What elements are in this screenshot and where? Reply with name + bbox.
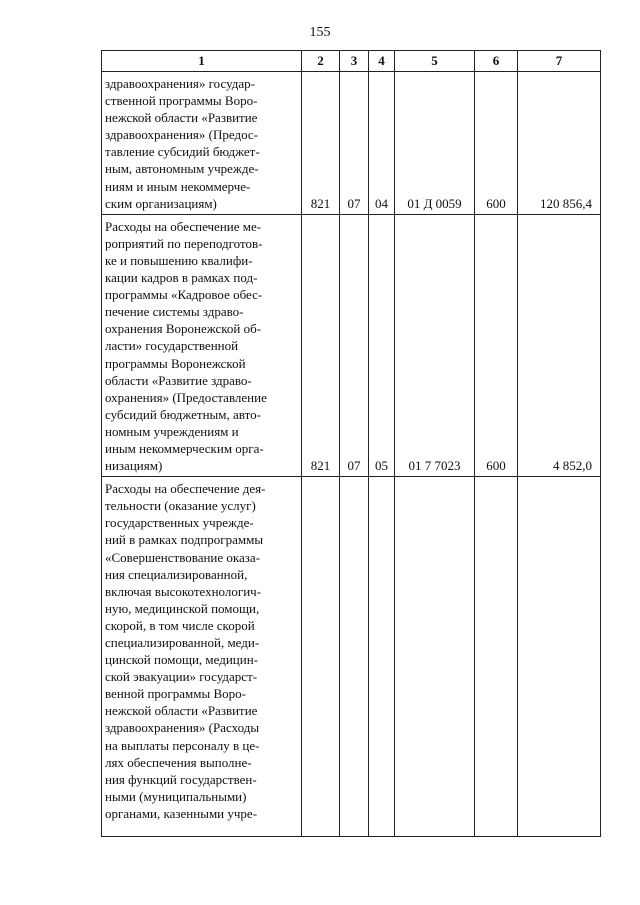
row-target-code <box>395 477 475 837</box>
table-row <box>102 72 601 215</box>
row-ministry-code <box>302 477 340 837</box>
table-header-row <box>102 51 601 72</box>
column-header: 4 <box>369 51 395 72</box>
row-description: здравоохранения» государ- ственной программы Воро- нежской области «Развитие здравоохранения» (Предос- тавление субсидий бюджет- ным, автономным учрежде- ниям и иным некоммерче- ским организациям) <box>102 72 302 215</box>
table-row <box>102 214 601 476</box>
row-section-code: 07 <box>340 72 369 215</box>
column-header: 2 <box>302 51 340 72</box>
row-target-code: 01 7 7023 <box>395 214 475 476</box>
page-number: 155 <box>309 25 331 40</box>
row-section-code: 07 <box>340 214 369 476</box>
row-subsection-code <box>369 477 395 837</box>
row-description: Расходы на обеспечение ме- роприятий по переподготов- ке и повышению квалифи- кации кадров в рамках под- программы «Кадровое обес- печение системы здраво- охранения Воронежской об- ласти» государственной программы Воронежской области «Развитие здраво- охранения» (Предоставление субсидий бюджетным, авто- номным учреждениям и иным некоммерческим орга- низациям) <box>102 214 302 476</box>
column-header: 6 <box>475 51 518 72</box>
budget-table <box>101 50 601 837</box>
row-section-code <box>340 477 369 837</box>
row-amount: 4 852,0 <box>518 214 601 476</box>
row-subsection-code: 04 <box>369 72 395 215</box>
row-expense-type <box>475 477 518 837</box>
table-row <box>102 477 601 837</box>
column-header: 3 <box>340 51 369 72</box>
row-subsection-code: 05 <box>369 214 395 476</box>
row-description: Расходы на обеспечение дея- тельности (оказание услуг) государственных учрежде- ний в рамках подпрограммы «Совершенствование оказа- ния специализированной, включая высокотехнологич- ную, медицинской помощи, скорой, в том числе скорой специализированной, меди- цинской помощи, медицин- ской эвакуации» государст- венной программы Воро- нежской области «Развитие здравоохранения» (Расходы на выплаты персоналу в це- лях обеспечения выполне- ния функций государствен- ными (муниципальными) органами, казенными учре- <box>102 477 302 837</box>
column-header: 1 <box>102 51 302 72</box>
row-expense-type: 600 <box>475 214 518 476</box>
column-header: 5 <box>395 51 475 72</box>
row-amount <box>518 477 601 837</box>
row-amount: 120 856,4 <box>518 72 601 215</box>
row-expense-type: 600 <box>475 72 518 215</box>
row-target-code: 01 Д 0059 <box>395 72 475 215</box>
row-ministry-code: 821 <box>302 72 340 215</box>
row-ministry-code: 821 <box>302 214 340 476</box>
column-header: 7 <box>518 51 601 72</box>
